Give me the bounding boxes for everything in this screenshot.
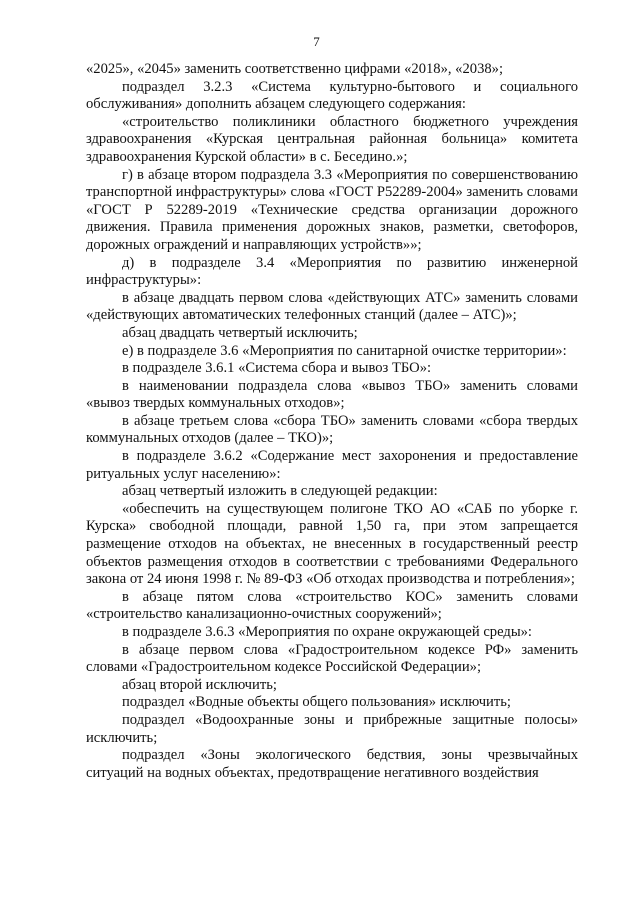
paragraph: в абзаце двадцать первом слова «действующих АТС» заменить словами «действующих автоматических телефонных станций (далее – АТС)»;: [86, 289, 578, 324]
paragraph: в абзаце пятом слова «строительство КОС» заменить словами «строительство канализационно-очистных сооружений»;: [86, 588, 578, 623]
paragraph: подраздел «Водные объекты общего пользования» исключить;: [122, 694, 511, 711]
paragraph: «строительство поликлиники областного бюджетного учреждения здравоохранения «Курская центральная районная больница» комитета здравоохранения Курской области» в с. Беседино.»;: [86, 113, 578, 165]
paragraph: в наименовании подраздела слова «вывоз ТБО» заменить словами «вывоз твердых коммунальных отходов»;: [86, 377, 578, 412]
paragraph: подраздел «Зоны экологического бедствия, зоны чрезвычайных ситуаций на водных объектах, предотвращение негативного воздействия: [86, 747, 578, 781]
paragraph: подраздел 3.2.3 «Система культурно-бытового и социального обслуживания» дополнить абзацем следующего содержания:: [86, 78, 578, 113]
paragraph: г) в абзаце втором подраздела 3.3 «Мероприятия по совершенствованию транспортной инфраструктуры» слова «ГОСТ Р52289-2004» заменить словами «ГОСТ Р 52289-2019 «Технические средства организации дорожного движения. Правила применения дорожных знаков, разметки, светофоров, дорожных ограждений и направляющих устройств»»;: [86, 166, 578, 253]
paragraph: абзац второй исключить;: [122, 676, 277, 693]
paragraph: в подразделе 3.6.2 «Содержание мест захоронения и предоставление ритуальных услуг населению»:: [86, 448, 578, 482]
paragraph: е) в подразделе 3.6 «Мероприятия по санитарной очистке территории»:: [122, 342, 567, 359]
paragraph: абзац четвертый изложить в следующей редакции:: [122, 483, 438, 500]
document-body: [86, 61, 578, 782]
paragraph: д) в подразделе 3.4 «Мероприятия по развитию инженерной инфраструктуры»:: [86, 254, 578, 289]
paragraph: в абзаце третьем слова «сбора ТБО» заменить словами «сбора твердых коммунальных отходов (далее – ТКО)»;: [86, 412, 578, 447]
paragraph: в абзаце первом слова «Градостроительном кодексе РФ» заменить словами «Градостроительном кодексе Российской Федерации»;: [86, 641, 578, 676]
page-number: 7: [313, 34, 320, 49]
paragraph: «обеспечить на существующем полигоне ТКО АО «САБ по уборке г. Курска» свободной площади, равной 1,50 га, при этом запрещается размещение отходов на объектах, не внесенных в государственный реестр объектов размещения отходов в соответствии с требованиями Федерального закона от 24 июня 1998 г. № 89-ФЗ «Об отходах производства и потребления»;: [86, 500, 578, 588]
paragraph: абзац двадцать четвертый исключить;: [122, 324, 358, 341]
paragraph: в подразделе 3.6.1 «Система сбора и вывоз ТБО»:: [122, 360, 432, 377]
paragraph: подраздел «Водоохранные зоны и прибрежные защитные полосы» исключить;: [86, 711, 578, 746]
paragraph: «2025», «2045» заменить соответственно цифрами «2018», «2038»;: [86, 61, 504, 77]
paragraph: в подразделе 3.6.3 «Мероприятия по охране окружающей среды»:: [122, 624, 532, 640]
